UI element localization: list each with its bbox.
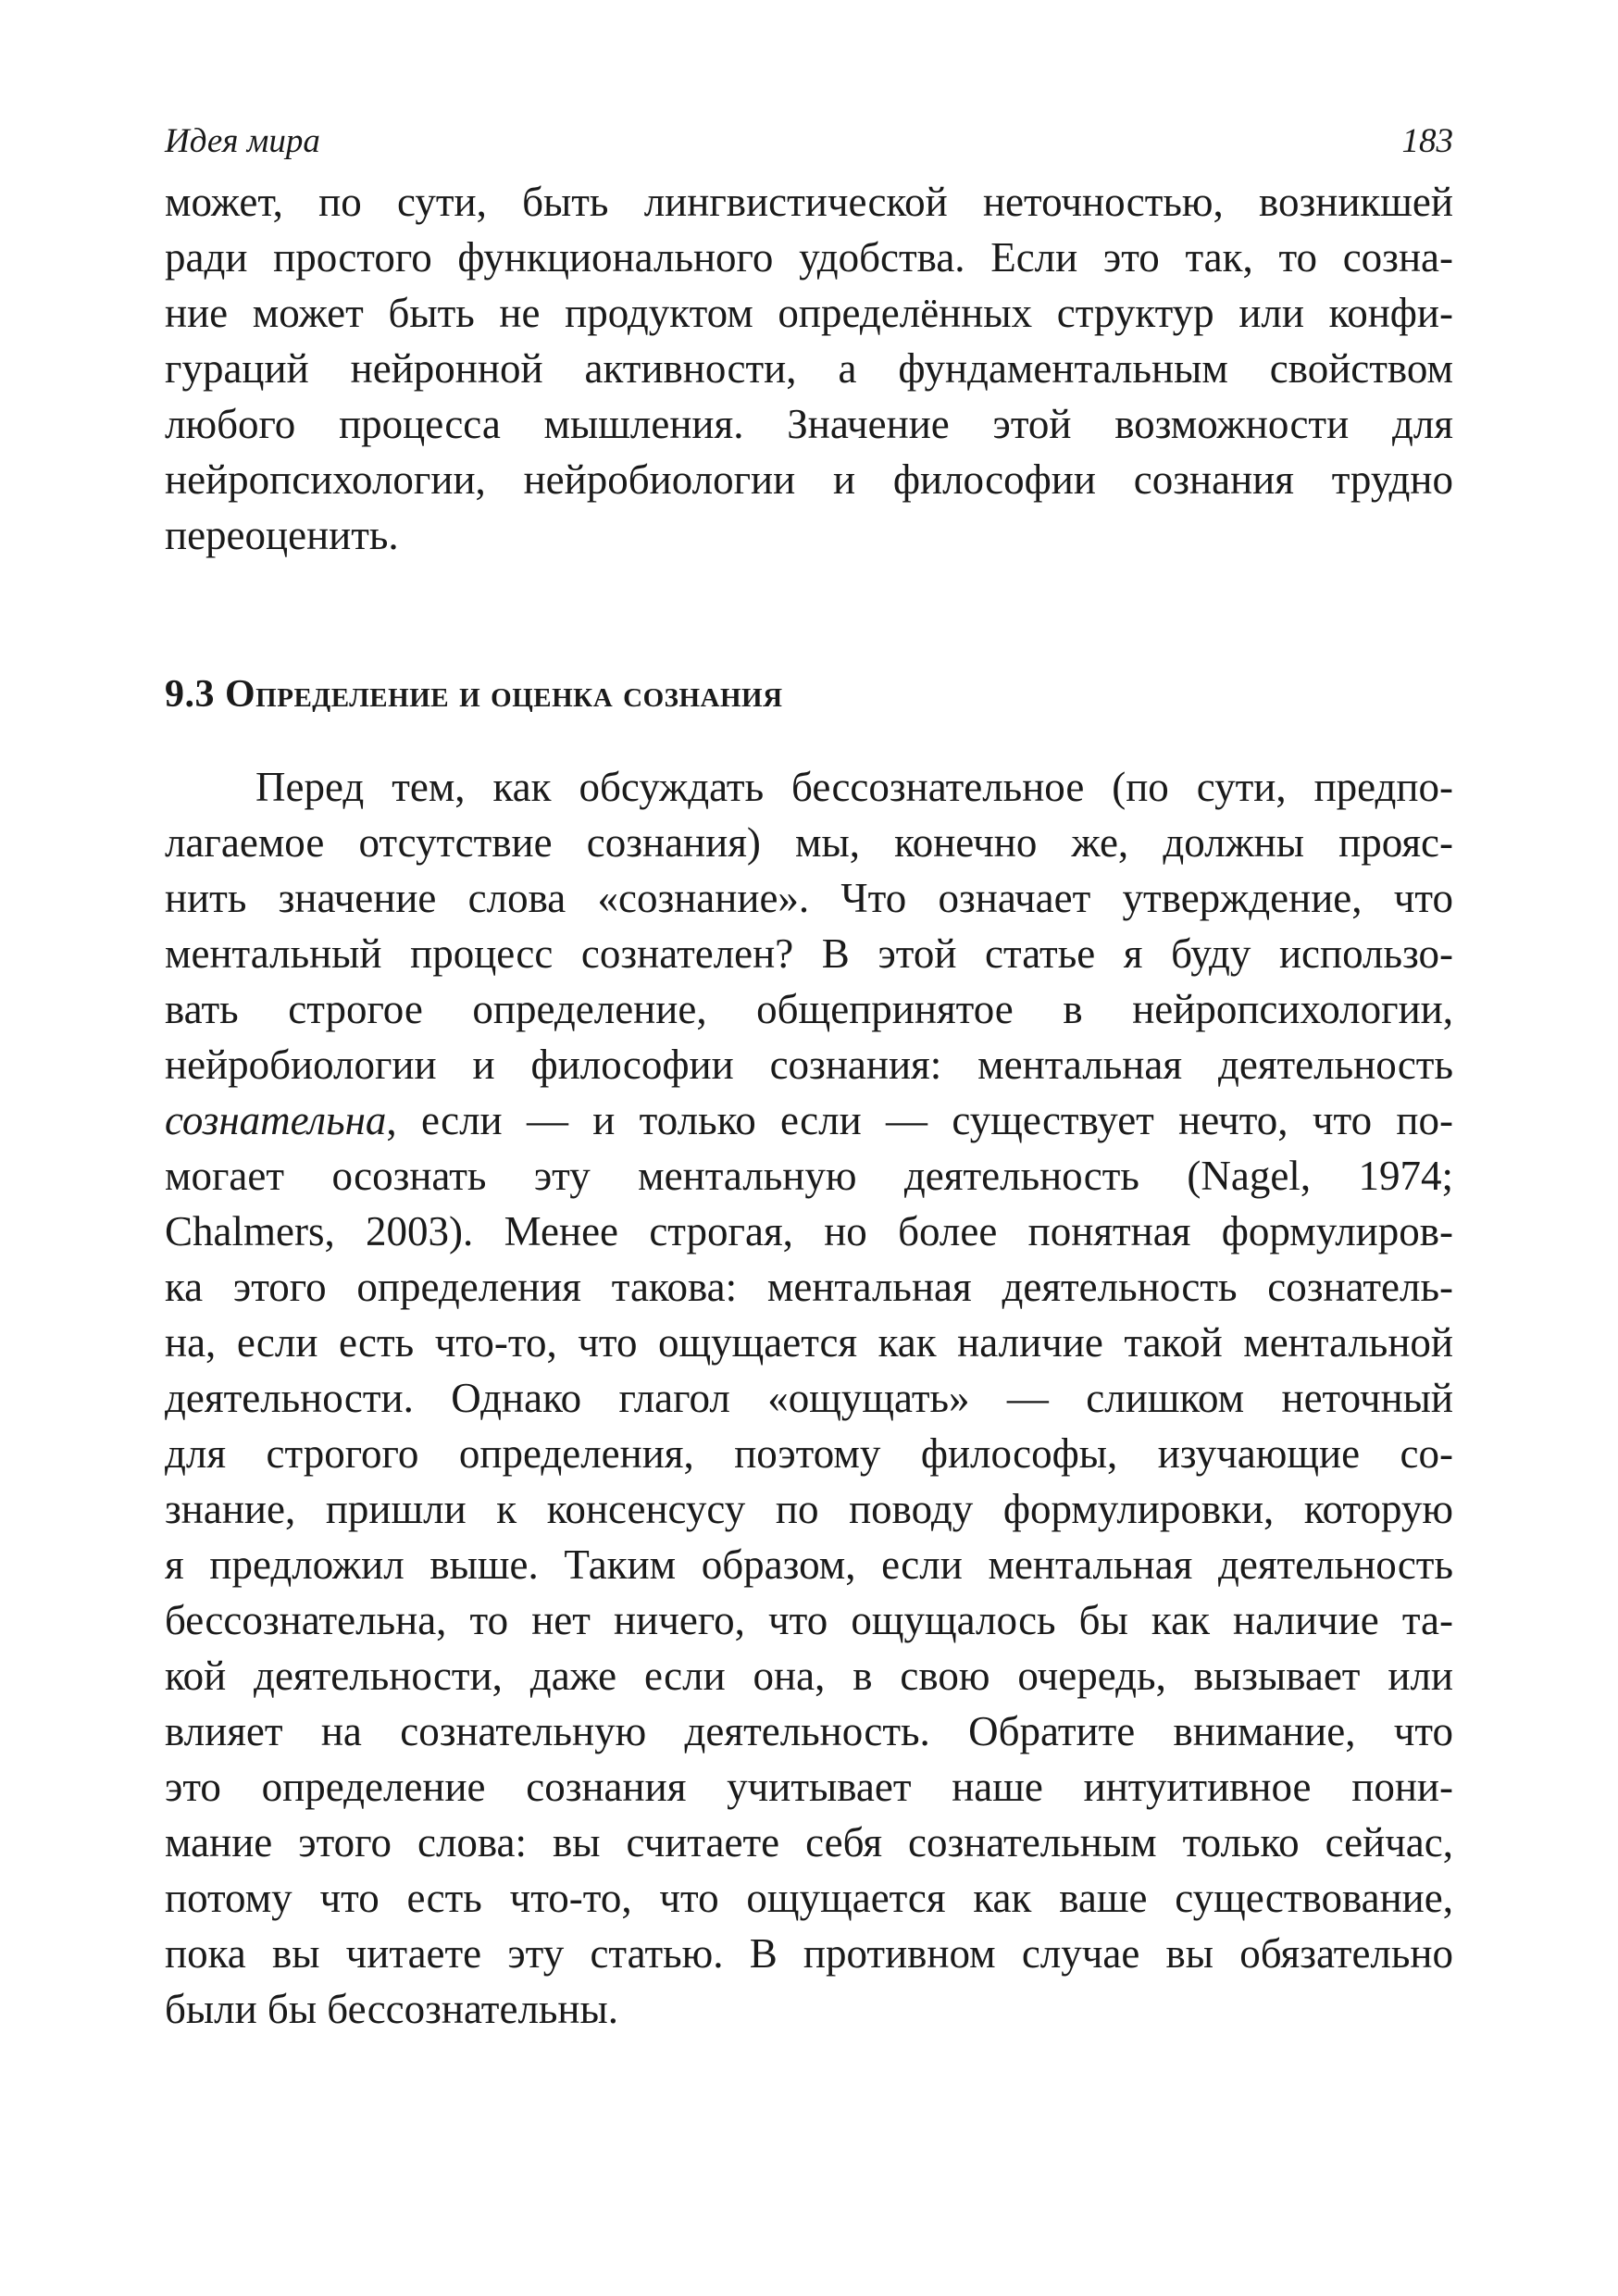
paragraph-1-line: нейропсихологии, нейробиологии и философии сознания трудно <box>165 456 1453 503</box>
paragraph-2-line <box>165 1092 1453 1148</box>
line-text: , если — и только если — существует нечто, что по- <box>386 1097 1453 1143</box>
page-number: 183 <box>1401 122 1453 160</box>
paragraph-2-line: это определение сознания учитывает наше интуитивное пони- <box>165 1764 1453 1810</box>
emphasized-term: сознательна <box>165 1097 387 1143</box>
paragraph-2-line: вать строгое определение, общепринятое в нейропсихологии, <box>165 986 1453 1032</box>
paragraph-1-line: ние может быть не продуктом определённых структур или конфи- <box>165 290 1453 336</box>
section-number: 9.3 <box>165 673 215 716</box>
paragraph-1-line: ради простого функционального удобства. Если это так, то созна- <box>165 234 1453 281</box>
paragraph-1-line: любого процесса мышления. Значение этой возможности для <box>165 401 1453 447</box>
paragraph-1-line: может, по сути, быть лингвистической неточностью, возникшей <box>165 179 1453 225</box>
paragraph-1-line: гураций нейронной активности, а фундаментальным свойством <box>165 345 1453 392</box>
running-head <box>165 119 1453 165</box>
paragraph-2-line: Перед тем, как обсуждать бессознательное (по сути, предпо- <box>255 764 1453 810</box>
paragraph-2-line: бессознательна, то нет ничего, что ощущалось бы как наличие та- <box>165 1597 1453 1643</box>
paragraph-2-line: знание, пришли к консенсусу по поводу формулировки, которую <box>165 1486 1453 1532</box>
paragraph-2-line: деятельности. Однако глагол «ощущать» — слишком неточный <box>165 1375 1453 1421</box>
paragraph-2-line: ка этого определения такова: ментальная деятельность сознатель- <box>165 1264 1453 1310</box>
paragraph-2-line: пока вы читаете эту статью. В противном случае вы обязательно <box>165 1930 1453 1977</box>
paragraph-2-line: нейробиологии и философии сознания: ментальная деятельность <box>165 1042 1453 1088</box>
paragraph-2-line: на, если есть что-то, что ощущается как наличие такой ментальной <box>165 1319 1453 1366</box>
paragraph-2-line: ментальный процесс сознателен? В этой статье я буду использо- <box>165 930 1453 977</box>
running-head-title: Идея мира <box>165 122 320 160</box>
paragraph-2-line: я предложил выше. Таким образом, если ментальная деятельность <box>165 1541 1453 1588</box>
paragraph-2-line: были бы бессознательны. <box>165 1986 618 2032</box>
paragraph-2-line: мание этого слова: вы считаете себя сознательным только сейчас, <box>165 1819 1453 1866</box>
section-title: Определение и оценка сознания <box>225 673 783 716</box>
paragraph-2-line: Chalmers, 2003). Менее строгая, но более понятная формулиров- <box>165 1208 1453 1254</box>
section-heading <box>165 667 783 722</box>
paragraph-2-line: могает осознать эту ментальную деятельность (Nagel, 1974; <box>165 1153 1453 1199</box>
paragraph-2-line: потому что есть что-то, что ощущается как ваше существование, <box>165 1875 1453 1921</box>
paragraph-2-line: нить значение слова «сознание». Что означает утверждение, что <box>165 875 1453 921</box>
paragraph-2-line: лагаемое отсутствие сознания) мы, конечно же, должны прояс- <box>165 819 1453 866</box>
paragraph-1-line: переоценить. <box>165 512 399 558</box>
paragraph-2-line: для строгого определения, поэтому философы, изучающие со- <box>165 1430 1453 1477</box>
paragraph-2-line: влияет на сознательную деятельность. Обратите внимание, что <box>165 1708 1453 1754</box>
paragraph-2-line: кой деятельности, даже если она, в свою очередь, вызывает или <box>165 1653 1453 1699</box>
